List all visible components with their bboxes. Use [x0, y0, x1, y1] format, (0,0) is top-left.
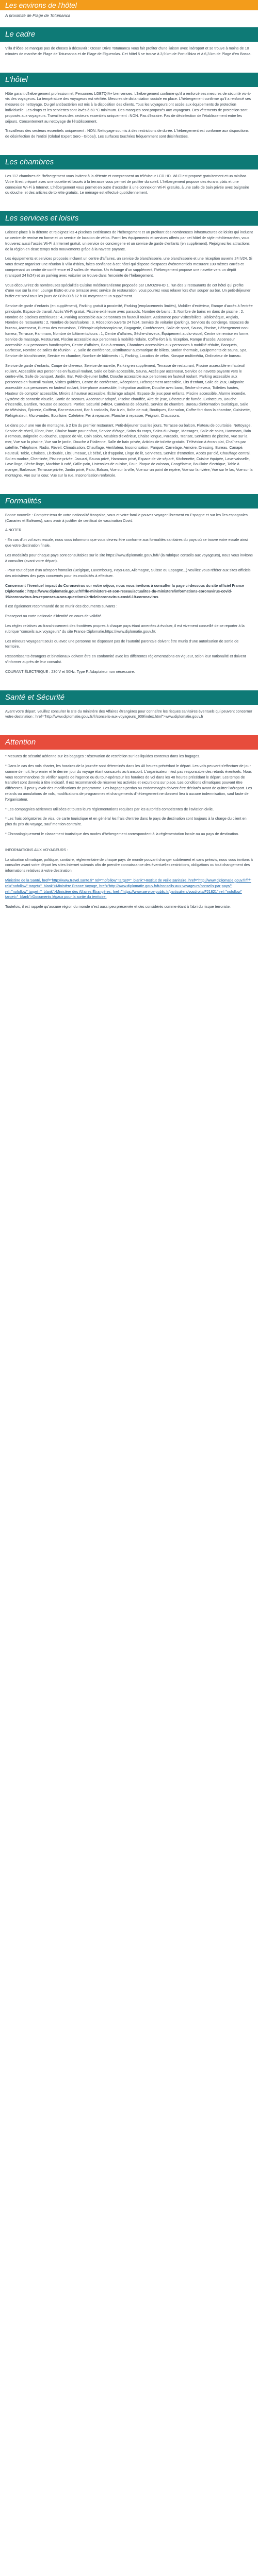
section-title-chambres: Les chambres — [5, 157, 54, 166]
attention-paragraph: * Chronologiquement le classement touristique des modes d'hébergement correspondent à la réglementation locale ou au pays de destination. — [5, 831, 239, 836]
cadre-paragraph: Villa d'ilôse se manque pas de choses à découvrir : Ocean Drive Totumanca vous fait profiter d'une liaison avec l'aéroport et se trouve à moins de 10 minutes de marche de Plage de Totumanca et de Plage de Figuerolas. Cet hôtel 5 se trouve à 3,9 km de Port d'Ibiza et à 6,3 km de Plage d'en Bossa. — [5, 46, 252, 56]
formalites-paragraph: COURANT ÉLECTRIQUE : 230 V et 50Hz. Type F. Adaptateur non nécessaire. — [5, 669, 135, 674]
section-title-sante: Santé et Sécurité — [5, 692, 65, 702]
attention-paragraph: * Les compagnies aériennes utilisées et toutes leurs réglementations requises par les autorités compétentes de l'aviation civile. — [5, 806, 214, 811]
section-body-attention — [0, 750, 258, 843]
section-title-cadre: Le cadre — [5, 30, 36, 39]
section-body-hotel — [0, 87, 258, 146]
page-title: Les environs de l'hôtel — [5, 1, 77, 9]
infos-paragraph: La situation climatique, politique, sanitaire, réglementaire de chaque pays de monde pouvant changer subitement et sans préavis, nous vous invitons à consulter avant votre départ les sites Internet suivants afin de prendre connaissance des éventuelles restrictions, obligations ou tout changement des informations relatives à votre destination. — [5, 857, 253, 873]
sante-paragraph: Avant votre départ, veuillez consulter le site du ministère des Affaires étrangères pour connaître les risques sanitaires éventuels qui peuvent concerner votre destination : href="http://www.diplomatie.gouv.fr/fr/conseils-aux-voyageurs_909/index.html">www.diplomatie.gouv.fr — [5, 708, 252, 719]
loisirs-paragraph: Service de garde d'enfants (en supplément), Parking gratuit à proximité, Parking (emplacements limités), Mobilier d'extérieur, Rampe d'accès à l'entrée principale, Espace de travail, Accès Wi-Fi gratuit, Piscine extérieure avec parasols, Nombre de bains : 3, Nombre de bains en dans de piscine : 2, Nombre de piscines extérieures : 4, Parking accessible aux personnes en fauteuil roulant, Assistance pour visites/billets, Bibliothèque, Anglais, Nombre de restaurants : 2, Nombre de bars/salons : 3, Réception ouverte 24 h/24, Service de voiturier (parking), Services du concierge, Espaces de bureau, Ascenseur, Bureau des excursions, Télécopieur/photocopieuse, Bagagerie, Conférences, Salle de sport, Sauna, Piscine, Hébergement non-fumeur, Terrasse, Hammam, Nombre de bâtiments/tours : 1, Centre d'affaires, Sèche-cheveux, Équipement audio-visuel, Centre de remise en forme, Service de massage, Restaurant, Piscine accessible aux personnes à mobilité réduite, Coffre-fort à la réception, Rampe d'accès, Ascenseur accessible aux personnes handicapées, Centre d'affaires, Bain à remous, Chambres accessibles aux personnes à mobilité réduite, Banquets, Barbecue, Nombre de salles de réunion : 2, Salle de conférence, Distributeur automatique de billets, Station thermale, Équipements de sauna, Spa, Service de blanchisserie, Service en chambre, Nombre de bâtiments : 1, Parking, Location de vélos, Kiosque multimédia, Ordinateur de bureau. — [5, 303, 253, 359]
section-body-loisirs — [0, 226, 258, 485]
formalites-paragraph: Bonne nouvelle : Comptez tenu de votre nationalité française, vous et votre famille pouvez voyager librement en Espagne et sur les îles espagnoles (Canaries et Baléares), sans avoir à justifier de certificat de vaccination Covid. — [5, 512, 248, 523]
page-header — [0, 0, 258, 10]
formalites-paragraph: Concernant l'éventuel impact du Coronavirus sur votre séjour, nous vous invitons à consulter la page ci-dessous du site officiel France Diplomatie : https://www.diplomatie.gouv.fr/fr/le-ministere-et-son-reseau/actualites-du-ministere/informations-coronavirus-covid-19/coronavirus-les-reponses-a-vos-questions/article/coronavirus-covid-19-coronavirus — [5, 583, 245, 599]
section-body-infos — [0, 843, 258, 916]
section-header-formalites — [0, 494, 258, 509]
section-header-chambres — [0, 155, 258, 170]
loisirs-paragraph: Le dans pour une vue de montagne, à 2 km du premier restaurant, Petit-déjeuner tous les jours, Terrasse ou balcon, Plateau de courtoisie, Nettoyage, Service de réveil, Dîner, Parc, Chaise haute pour enfant, Service d'étage, Soins du corps, Soins du visage, Massages, Salle de soins, Hammam, Bain à remous, Baignoire ou douche, Espace de vie, Coin salon, Meubles d'extérieur, Chaise longue, Parasols, Transat, Serviettes de piscine, Vue sur la mer, Vue sur la piscine, Vue sur le jardin, Douche à l'italienne, Salle de bain privée, Articles de toilette gratuits, Télévision à écran plat, Chaînes par satellite, Téléphone, Radio, Réveil, Climatisation, Chauffage, Ventilateur, Insonorisation, Parquet, Carrelage, Armoire, Dressing, Bureau, Canapé, Fauteuil, Table, Chaises, Lit double, Lits jumeaux, Lit bébé, Lit d'appoint, Linge de lit, Serviettes, Service d'entretien, Accès par clé, Chauffage central, Sol en marbre, Cheminée, Piscine privée, Jacuzzi, Sauna privé, Hammam privé, Espace de vie séparé, Kitchenette, Cuisine équipée, Lave-vaisselle, Lave-linge, Sèche-linge, Machine à café, Grille-pain, Ustensiles de cuisine, Four, Plaque de cuisson, Congélateur, Bouilloire électrique, Table à manger, Barbecue, Terrasse privée, Jardin privé, Patio, Balcon, Vue sur la ville, Vue sur un point de repère, Vue sur la rivière, Vue sur le lac, Vue sur la montagne, Vue sur la cour, Vue sur la rue, Insonorisation renforcée. — [5, 422, 253, 478]
hotel-paragraph: Hôte garant d'hébergement professionnel, Personnes LGBTQIA+ bienvenues. L'hébergement confirme qu'il a renforcé ses mesures de sécurité vis-à-vis des voyageurs. La température des voyageurs est vérifiée. Mesures de distanciation sociale en place. L'hébergement confirme qu'il a renforcé ses mesures de nettoyage. Du gel antibactérien est mis à la disposition des clients. Tous les voyageurs ont accès aux équipements de protection individuelle. Les draps et les serviettes sont lavés à 60 °C minimum. Des masques sont proposés aux voyageurs. Des vêtements de protection sont proposés aux voyageurs. Travailleurs des secteurs essentiels uniquement : NON. Pas d'horaire. Pas de désinfection de l'établissement entre les séjours. Consentement au nettoyage de l'établissement. — [5, 91, 251, 124]
loisirs-paragraph: Les équipements et services proposés incluent un centre d'affaires, un service de blanchisserie, une blanchisserie et une réception ouverte 24 h/24. Si vous devez organiser une réunion à Villa d'Ibiza, faites confiance à cet hôtel qui dispose d'espaces événementiels mesurant 100 mètres carrés et comprenant un centre de conférence et 2 salles de réunion. Un échange d'un supplément, l'hébergement propose une navette vers un dépôt (transport 24 h/24) et un parking avec voiturier se trouve dans l'enceinte de l'hébergement. — [5, 256, 252, 278]
attention-paragraph: * Mesures de sécurité aérienne sur les bagages : réservation de restriction sur les liquides contenus dans les bagages. — [5, 754, 200, 759]
loisirs-paragraph: Service de garde d'enfants, Coupe de cheveux, Service de navette, Parking en supplément, Terrasse de restaurant, Piscine accessible en fauteuil roulant, Accessible aux personnes en fauteuil roulant, Salle de bain accessible, Sauna, Accès par ascenseur, Service de navette payante vers le centre-ville, Salle de banquet, Jardin, Bar, Petit-déjeuner buffet, Douche accessible aux personnes en fauteuil roulant, Parking accessible aux personnes en fauteuil roulant, Visites guidées, Centre de conférence, Réceptions, Hébergement accessible, Lits d'enfant, Salle de jeux, Baignoire accessible aux personnes en fauteuil roulant, Interphone accessible, Intégration auditive, Douche avec banc, Sèche-cheveux, Toilettes hautes, Hauteur de comptoir accessible, Miroirs à hauteur accessible, Éclairage adapté, Espace de jeux pour enfants, Piscine accessible, Alarme incendie, Système de sonnerie visuelle, Sortie de secours, Ascenseur adapté, Piscine chauffée, Aire de jeux, Détecteur de fumée, Extincteurs, Bouche d'incendie, Gardien, Trousse de secours, Portier, Sécurité 24h/24, Caméras de sécurité, Service de chambre, Bureau d'information touristique, Salle de télévision, Épicerie, Coiffeur, Bar-restaurant, Bar à cocktails, Bar à vin, Boîte de nuit, Boutiques, Bar-salon, Coffre-fort dans la chambre, Cuisinette, Réfrigérateur, Micro-ondes, Bouilloire, Cafetière, Fer à repasser, Planche à repasser, Peignoir, Chaussons. — [5, 363, 251, 418]
formalites-paragraph: Les modalités pour chaque pays sont consultables sur le site https://www.diplomatie.gouv.fr/fr/ (la rubrique conseils aux voyageurs), nous vous invitons à consulter (avant votre départ). — [5, 552, 253, 563]
formalites-paragraph: - Pour tout départ d'un aéroport frontalier (Belgique, Luxembourg, Pays-Bas, Allemagne, Suisse ou Espagne...) veuillez vous référer aux sites officiels des ministères des pays concernés pour les modalités à effectuer. — [5, 568, 251, 579]
section-body-chambres — [0, 170, 258, 202]
infos-paragraph: Toutefois, il est rappelé qu'aucune région du monde n'est aussi peu préservée et des considérés comme étant à l'abri du risque terroriste. — [5, 904, 231, 909]
loisirs-paragraph: Laissez-place à la détente et rejoignez les 4 piscines extérieures de l'hébergement et un profitant des nombreuses infrastructures de loisirs qui incluent un centre de remise en forme et un service de location de vélos. Parmi les équipements et services offerts par cet hôtel de style méditerranéen, vous trouverez aussi l'accès Wi-Fi à Internet gratuit, un service de conciergerie et un service de garde d'enfants (en supplément). Rejoignez les attractions de la région en deux temps trois mouvements grâce à la navette payante. — [5, 230, 253, 251]
section-header-attention — [0, 735, 258, 750]
formalites-paragraph: Passeport ou carte nationale d'identité en cours de validité. — [5, 614, 102, 619]
formalites-paragraph: Il est également recommandé de se munir des documents suivants : — [5, 604, 118, 609]
formalites-paragraph: A NOTER — [5, 528, 22, 533]
section-header-hotel — [0, 73, 258, 87]
attention-paragraph: * Dans le cas des vols charter, les horaires de la journée sont déterminés dans les 48 heures précédant le départ. Les vols peuvent s'effectuer de jour comme de nuit, le premier et le dernier jour du voyage étant consacrés au transport. L'organisateur n'est pas responsable des retards éventuels. Nous vous recommandons de vérifier auprès de l'agence ou du tour-opérateur les horaires de vol dans les 48 heures précédant le départ. Les temps de transfert sont donnés à titre indicatif. Il est recommandé de réserver les activités et excursions sur place. Les conditions climatiques pouvant être différentes, il peut y avoir des modifications de programme. Les bagages perdus ou endommagés doivent être déclarés avant de quitter l'aéroport. Les retards ou annulations de vols, modifications de programmes et changements d'hébergement ne donnent lieu à aucune indemnisation, sauf faute de l'organisateur. — [5, 763, 252, 802]
page-subtitle: A proximité de Plage de Totumanca — [5, 13, 71, 18]
section-body-formalites — [0, 509, 258, 681]
formalites-paragraph: - En cas d'un vol avec escale, nous vous informons que vous devrez être conforme aux formalités sanitaires du pays où se trouve votre escale ainsi que votre destination finale. — [5, 537, 248, 548]
section-title-attention: Attention — [5, 738, 36, 747]
section-title-hotel: L'hôtel — [5, 75, 28, 84]
hotel-paragraph: Travailleurs des secteurs essentiels uniquement : NON. Nettoyage soumis à des restrictions de durée. L'hébergement est conforme aux dispositions de désinfection de l'entité (Global Expert Sero - Global), Les surfaces touchées fréquemment sont désinfectées. — [5, 128, 249, 139]
section-header-cadre — [0, 27, 258, 42]
infos-links[interactable]: Ministère de la Santé, href="http://www.travel.sante.fr" rel="nofollow" target="_blank">Institut de veille sanitaire, href="http://www.diplomatie.gouv.fr/fr/" rel="nofollow" target="_blank">Ministère France Voyage, href="http://www.diplomatie.gouv.fr/fr/conseils-aux-voyageurs/conseils-par-pays/" rel="nofollow" target="_blank">Ministère des Affaires Étrangères, href="https://www.service-public.fr/particuliers/vosdroits/F21821" rel="nofollow" target="_blank">Documents légaux pour la sortie du territoire. — [5, 877, 251, 900]
section-body-sante — [0, 705, 258, 726]
chambres-paragraph: Les 117 chambres de l'hébergement vous invitent à la détente et comprennent un téléviseur LCD HD. Wi-Fi est proposé gratuitement et un minibar. Votre lit est préparé avec une couette et l'accès à la terrasse vous permet de profiter du soleil. L'hébergement propose des écrans plats et une connexion Wi-Fi à Internet. L'hébergement vous permet en outre d'accéder à une connexion Wi-Fi gratuite, à une salle de bain privée avec baignoire ou douche, et des articles de toilette gratuits. Le ménage est effectué quotidiennement. — [5, 173, 249, 195]
section-header-sante — [0, 690, 258, 705]
infos-title: INFORMATIONS AUX VOYAGEURS : — [5, 847, 68, 852]
section-title-loisirs: Les services et loisirs — [5, 214, 79, 223]
formalites-paragraph: Les règles relatives au franchissement des frontières propres à chaque pays étant amenées à évoluer, il est vivement conseillé de se reporter à la rubrique "conseils aux voyageurs" du site France Diplomatie.https://www.diplomatie.gouv.fr/. — [5, 623, 245, 634]
formalites-paragraph: Ressortissants étrangers et binationaux doivent être en conformité avec les différentes réglementations en vigueur, selon leur nationalité et doivent s'informer auprès de leur consulat. — [5, 654, 246, 664]
attention-paragraph: * Les frais obligatoires de visa, de carte touristique et en général les frais d'entrée dans le pays de destination sont toujours à la charge du client en plus du prix du voyage, sauf mention contraire. — [5, 816, 247, 827]
loisirs-paragraph: Vous découvrirez de nombreuses spécialités Cuisine méditerranéenne proposée par LIMOZINHO 1, l'un des 2 restaurants de cet hôtel qui profite d'une vue sur la mer. Lounge Bistro et une terrasse avec service de restauration, vous pourrez vous relaxer lors d'un souper au bar. Un petit-déjeuner buffet est servi tous les jours de 08 h 00 à 12 h 00 moyennant un supplément. — [5, 282, 251, 299]
section-title-formalites: Formalités — [5, 496, 42, 505]
formalites-paragraph: Les mineurs voyageant seuls ou avec une personne ne disposant pas de l'autorité parentale doivent être munis d'une autorisation de sortie de territoire. — [5, 638, 239, 649]
section-header-loisirs — [0, 211, 258, 226]
section-body-cadre — [0, 42, 258, 63]
hotel-info-page — [0, 0, 258, 916]
